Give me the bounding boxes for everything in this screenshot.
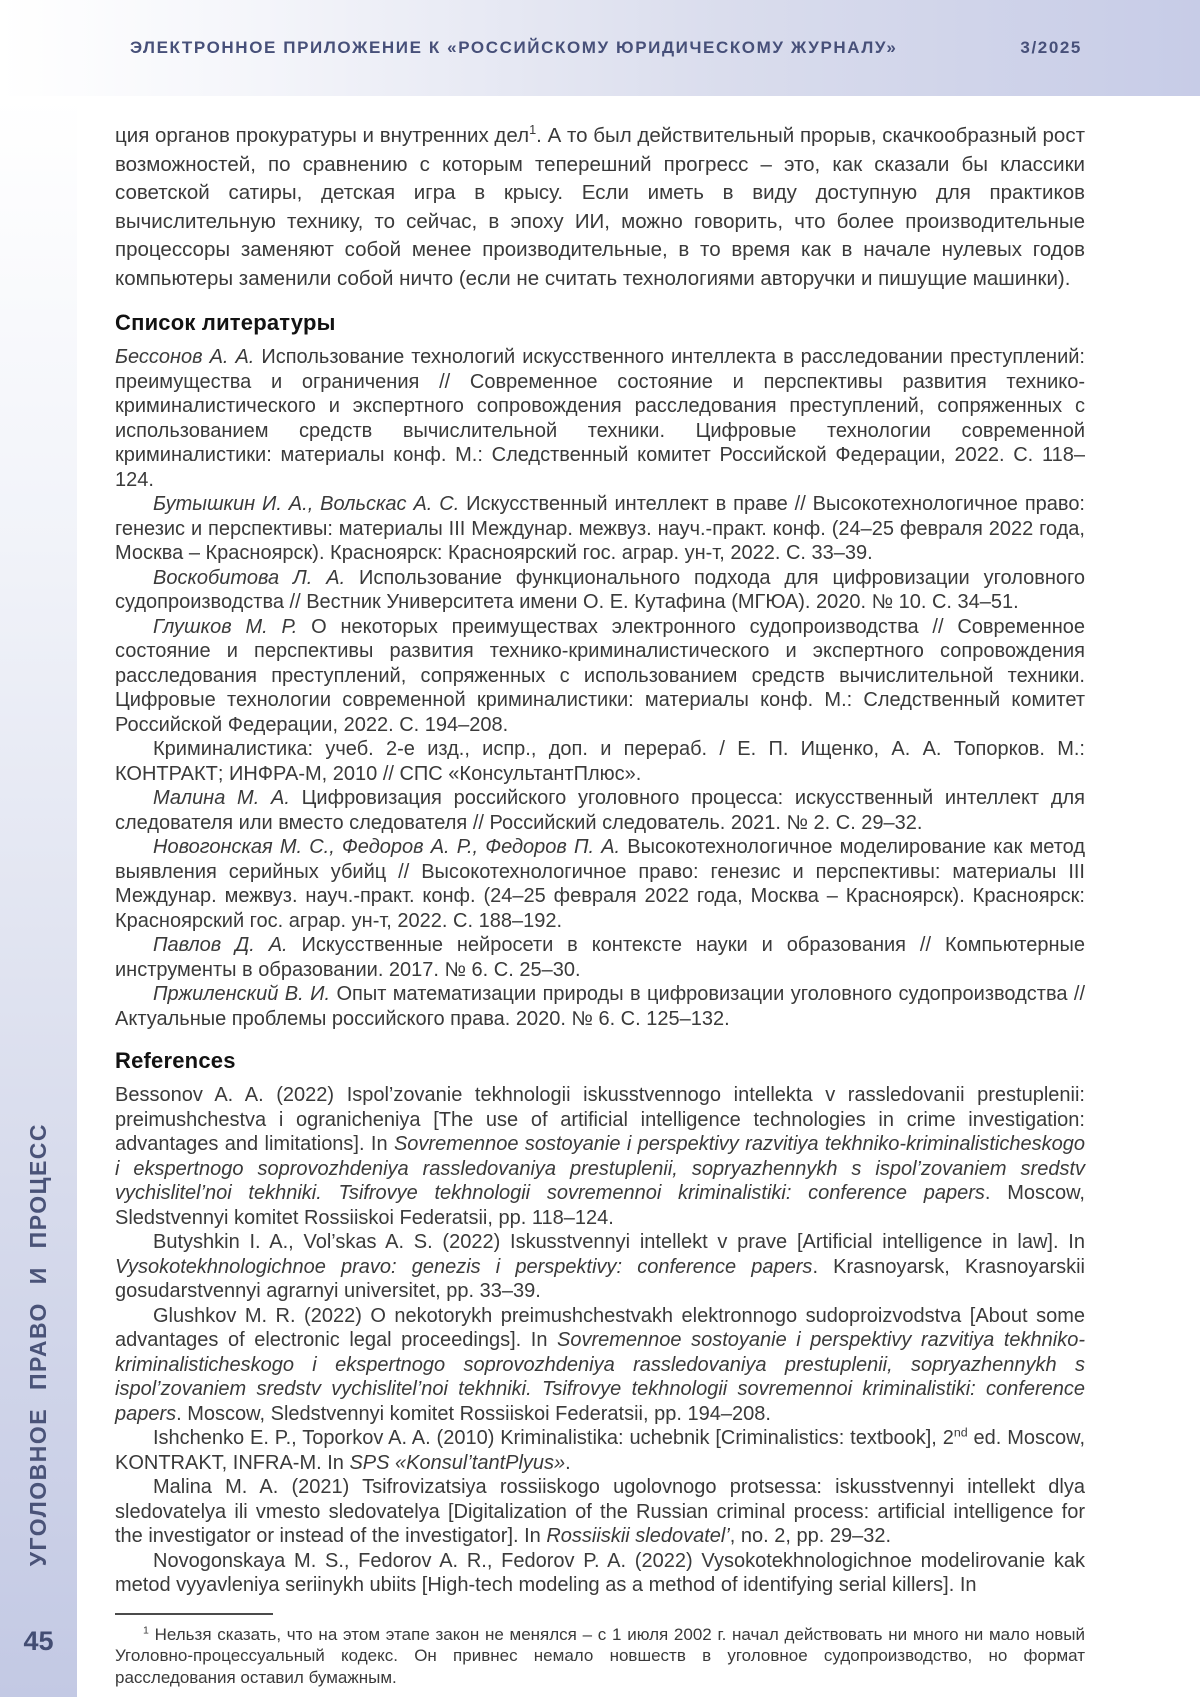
bibliography-entry: Криминалистика: учеб. 2-е изд., испр., доп. и перераб. / Е. П. Ищенко, А. А. Топорков. М.: КОНТРАКТ; ИНФРА-М, 2010 // СПС «КонсультантПлюс». (115, 738, 1085, 785)
bibliography-entry: Малина М. А. Цифровизация российского уголовного процесса: искусственный интеллект для следователя или вместо следователя // Российский следователь. 2021. № 2. С. 29–32. (115, 787, 1085, 834)
references-list (115, 1083, 1085, 1598)
article-content (115, 122, 1085, 1688)
reference-entry: Ishchenko E. P., Toporkov A. A. (2010) Kriminalistika: uchebnik [Criminalistics: textbook], 2nd ed. Moscow, KONTRAKT, INFRA-M. In SPS «Konsul’tantPlyus». (115, 1425, 1085, 1474)
bibliography-entry: Пржиленский В. И. Опыт математизации природы в цифровизации уголовного судопроизводства // Актуальные проблемы российского права. 2020. № 6. С. 125–132. (115, 983, 1086, 1030)
references-heading: References (115, 1048, 236, 1073)
reference-entry: Glushkov M. R. (2022) O nekotorykh preimushchestvakh elektronnogo sudoproizvodstva [About some advantages of electronic legal proceedings]. In Sovremennoe sostoyanie i perspektivy razvitiya tekhniko-kriminalisticheskogo i ekspertnogo soprovozhdeniya rassledovaniya prestuplenii, sopryazhennykh s ispol’zovaniem sredstv vychislitel’noi tekhniki. Tsifrovye tekhnologii sovremennoi kriminalistiki: conference papers. Moscow, Sledstvennyi komitet Rossiiskoi Federatsii, pp. 194–208. (115, 1304, 1085, 1425)
bibliography-entry: Воскобитова Л. А. Использование функционального подхода для цифровизации уголовного судопроизводства // Вестник Университета имени О. Е. Кутафина (МГЮА). 2020. № 10. С. 34–51. (115, 566, 1085, 613)
sidebar-section (0, 1085, 77, 1605)
bibliography-entry: Глушков М. Р. О некоторых преимуществах электронного судопроизводства // Современное состояние и перспективы развития технико-криминалистического и экспертного сопровождения расследования преступлений, сопряженных с использованием средств вычислительной техники. Цифровые технологии современной криминалистики: материалы конф. М.: Следственный комитет Российской Федерации, 2022. С. 194–208. (115, 615, 1085, 736)
reference-entry: Novogonskaya M. S., Fedorov A. R., Fedorov P. A. (2022) Vysokotekhnologichnoe modelirovanie kak metod vyyavleniya seriinykh ubiits [High-tech modeling as a method of identifying serial killers]. In (115, 1549, 1085, 1596)
page-number: 45 (23, 1626, 54, 1656)
sidebar-section-label: УГОЛОВНОЕ ПРАВО И ПРОЦЕСС (25, 1123, 51, 1567)
bibliography-entry: Павлов Д. А. Искусственные нейросети в контексте науки и образования // Компьютерные инструменты в образовании. 2017. № 6. С. 25–30. (115, 934, 1086, 981)
bibliography-entry: Бутышкин И. А., Вольскас А. С. Искусственный интеллект в праве // Высокотехнологичное право: генезис и перспективы: материалы III Междунар. межвуз. науч.-практ. конф. (24–25 февраля 2022 года, Москва – Красноярск). Красноярск: Красноярский гос. аграр. ун-т, 2022. С. 33–39. (115, 493, 1085, 564)
reference-entry: Malina M. A. (2021) Tsifrovizatsiya rossiiskogo ugolovnogo protsessa: iskusstvennyi intellekt dlya sledovatelya ili vmesto sledovatelya [Digitalization of the Russian criminal process: artificial intelligence for the investigator or instead of the investigator]. In Rossiiskii sledovatel’, no. 2, pp. 29–32. (115, 1476, 1085, 1547)
reference-entry: Butyshkin I. A., Vol’skas A. S. (2022) Iskusstvennyi intellekt v prave [Artificial intelligence in law]. In Vysokotekhnologichnoe pravo: genezis i perspektivy: conference papers. Krasnoyarsk, Krasnoyarskii gosudarstvennyi agrarnyi universitet, pp. 33–39. (115, 1231, 1085, 1302)
footnote-separator (115, 1613, 273, 1615)
journal-title: ЭЛЕКТРОННОЕ ПРИЛОЖЕНИЕ К «РОССИЙСКОМУ ЮРИДИЧЕСКОМУ ЖУРНАЛУ» (130, 38, 898, 57)
header-band (0, 0, 1200, 96)
intro-paragraph: ция органов прокуратуры и внутренних дел$^1$. А то был действительный прорыв, скачкообразный рост возможностей, по сравнению с которым теперешний прогресс – это, как сказали бы классики советской сатиры, детская игра в крысу. Если иметь в виду доступную для практиков вычислительную технику, то сейчас, в эпоху ИИ, можно говорить, что более производительные процессоры заменяют собой менее производительные, в то время как в начале нулевых годов компьютеры заменили собой ничто (если не считать технологиями авторучки и пишущие машинки). (115, 122, 1085, 290)
issue-number: 3/2025 (1020, 38, 1082, 57)
bibliography-list (115, 345, 1085, 1031)
bibliography-heading: Список литературы (115, 310, 336, 335)
bibliography-entry: Новогонская М. С., Федоров А. Р., Федоров П. А. Высокотехнологичное моделирование как метод выявления серийных убийц // Высокотехнологичное право: генезис и перспективы: материалы III Междунар. межвуз. науч.-практ. конф. (24–25 февраля 2022 года, Москва – Красноярск). Красноярск: Красноярский гос. аграр. ун-т, 2022. С. 188–192. (115, 836, 1085, 932)
reference-entry: Bessonov A. A. (2022) Ispol’zovanie tekhnologii iskusstvennogo intellekta v rassledovanii prestuplenii: preimushchestva i ogranicheniya [The use of artificial intelligence technologies in crime investigation: advantages and limitations]. In Sovremennoe sostoyanie i perspektivy razvitiya tekhniko-kriminalisticheskogo i ekspertnogo soprovozhdeniya rassledovaniya prestuplenii, sopryazhennykh s ispol’zovaniem sredstv vychislitel’noi tekhniki. Tsifrovye tekhnologii sovremennoi kriminalistiki: conference papers. Moscow, Sledstvennyi komitet Rossiiskoi Federatsii, pp. 118–124. (115, 1084, 1085, 1229)
footnote: $^1$ Нельзя сказать, что на этом этапе закон не менялся – с 1 июля 2002 г. начал действовать ни много ни мало новый Уголовно-процессуальный кодекс. Он привнес немало новшеств в уголовное судопроизводство, но формат расследования оставил бумажным. (115, 1623, 1085, 1687)
bibliography-entry: Бессонов А. А. Использование технологий искусственного интеллекта в расследовании преступлений: преимущества и ограничения // Современное состояние и перспективы развития технико-криминалистического и экспертного сопровождения расследования преступлений, сопряженных с использованием средств вычислительной техники. Цифровые технологии современной криминалистики: материалы конф. М.: Следственный комитет Российской Федерации, 2022. С. 118–124. (115, 346, 1085, 491)
